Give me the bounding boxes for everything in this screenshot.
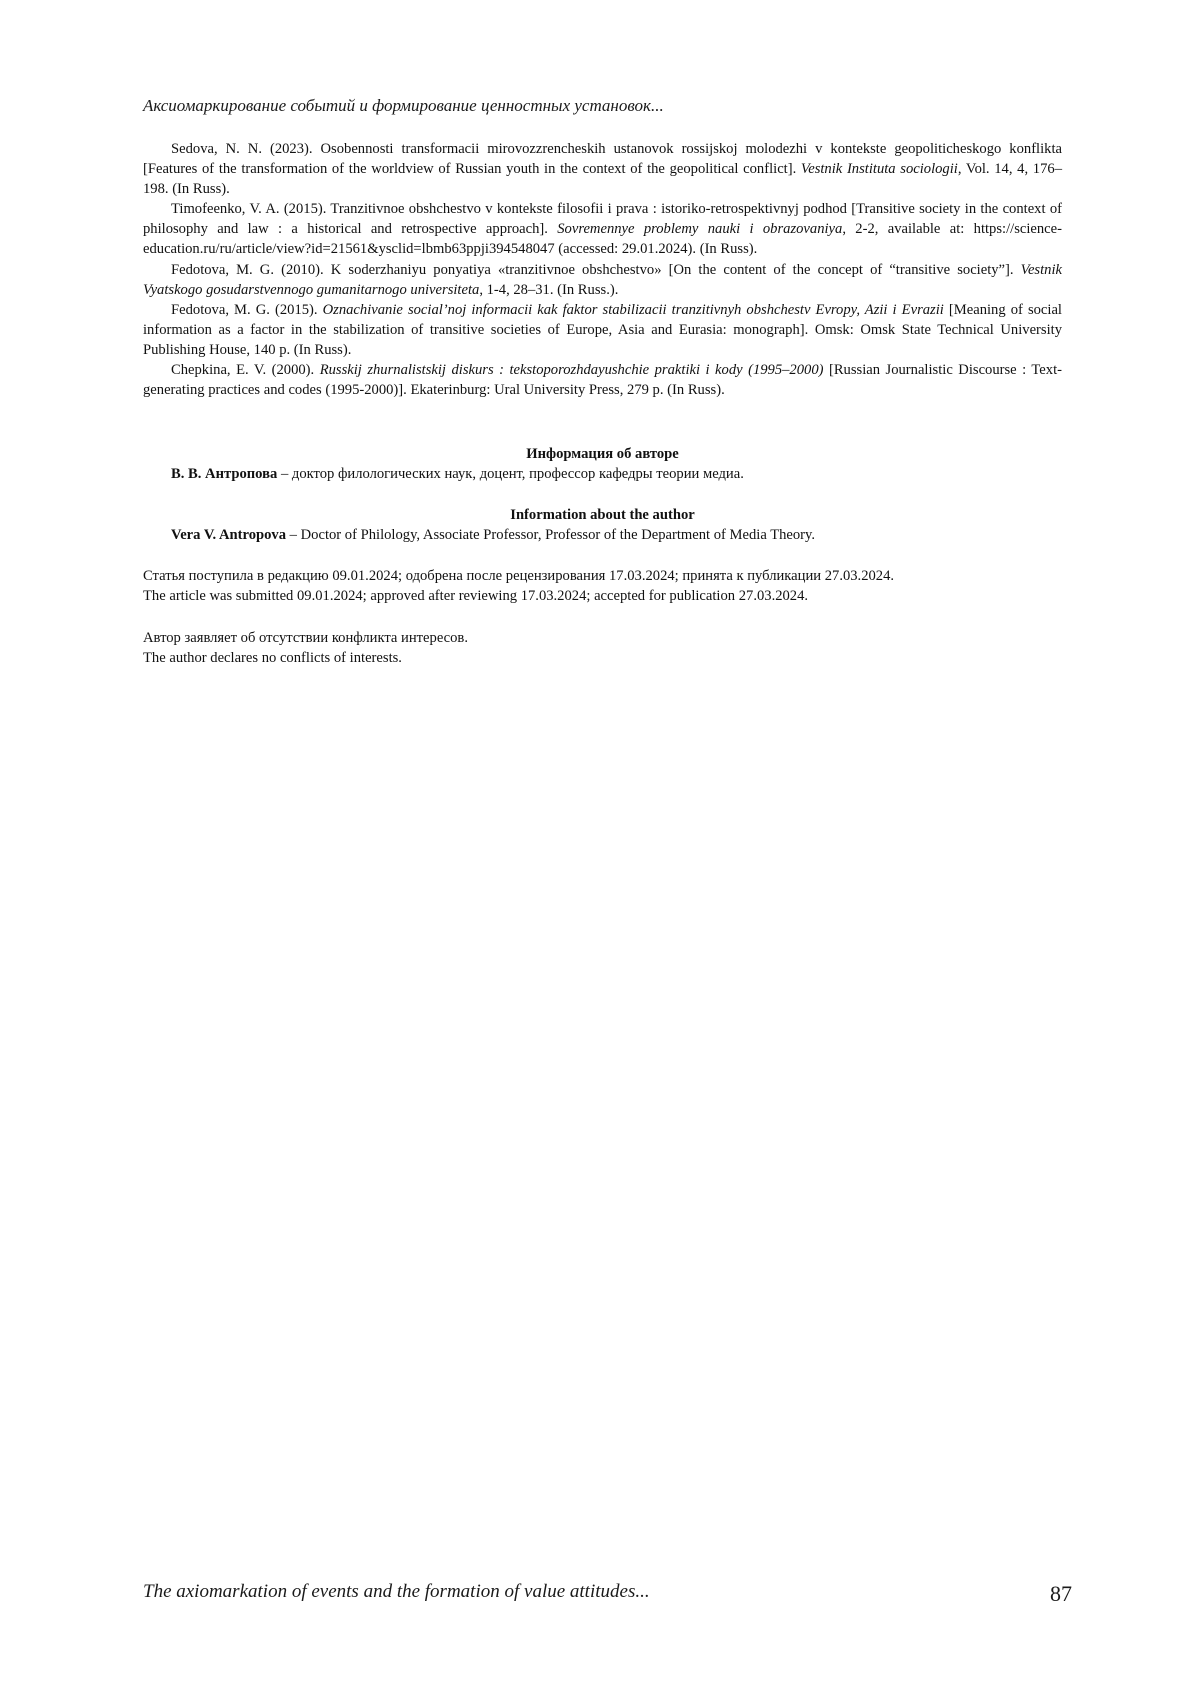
author-info-title-en: Information about the author xyxy=(510,507,695,523)
reference-text: Fedotova, M. G. (2015). xyxy=(171,301,323,318)
reference-details: [Meaning of social information as a factor in the stabilization of transitive societies of Europe, Asia and Eurasia: monograph]. Omsk: Omsk State Technical University Publishing House, 140 p. (In Russ). xyxy=(143,301,1062,358)
reference-source: Vestnik Vyatskogo gosudarstvennogo gumanitarnogo universiteta xyxy=(143,261,1062,298)
author-name-en: Vera V. Antropova xyxy=(171,527,287,543)
running-header: Аксиомаркирование событий и формирование ценностных установок... xyxy=(143,96,664,115)
reference-text: Sedova, N. N. (2023). Osobennosti transformacii mirovozzrencheskih ustanovok rossijskoj molodezhi v kontekste geopoliticheskogo konflikta [Features of the transformation of the worldview of Russian youth in the context of the geopolitical conflict]. xyxy=(143,141,1062,178)
author-info-title-ru: Информация об авторе xyxy=(526,446,679,462)
conflict-statement-ru: Автор заявляет об отсутствии конфликта интересов. xyxy=(143,630,468,646)
author-line-ru xyxy=(143,464,1062,484)
author-info-en xyxy=(143,505,1062,545)
author-name-ru: В. В. Антропова xyxy=(171,466,278,482)
reference-item xyxy=(143,360,1062,400)
submission-dates-en: The article was submitted 09.01.2024; approved after reviewing 17.03.2024; accepted for publication 27.03.2024. xyxy=(143,588,809,604)
reference-item xyxy=(143,139,1062,199)
reference-details: , 2-2, available at: https://science-education.ru/ru/article/view?id=21561&ysclid=lbmb63ppji394548047 (accessed: 29.01.2024). (In Russ). xyxy=(143,221,1062,258)
author-info-ru xyxy=(143,444,1062,484)
page-number: 87 xyxy=(1050,1581,1072,1606)
reference-details: [Russian Journalistic Discourse : Text-generating practices and codes (1995-2000)]. Ekaterinburg: Ural University Press, 279 p. (In Russ). xyxy=(143,362,1062,399)
author-description-ru: – доктор филологических наук, доцент, профессор кафедры теории медиа. xyxy=(277,466,744,482)
reference-source: Sovremennye problemy nauki i obrazovaniya xyxy=(557,221,843,238)
running-footer: The axiomarkation of events and the formation of value attitudes... xyxy=(143,1581,650,1602)
reference-list xyxy=(143,139,1062,400)
submission-dates xyxy=(143,566,1062,606)
reference-item xyxy=(143,260,1062,300)
reference-item xyxy=(143,199,1062,259)
reference-source: Russkij zhurnalistskij diskurs : tekstoporozhdayushchie praktiki i kody (1995–2000) xyxy=(319,362,824,379)
reference-item xyxy=(143,300,1062,360)
conflict-statement xyxy=(143,628,1062,668)
reference-source: Vestnik Instituta sociologii xyxy=(800,161,958,178)
reference-text: Timofeenko, V. A. (2015). Tranzitivnoe obshchestvo v kontekste filosofii i prava : istoriko-retrospektivnyj podhod [Transitive society in the context of philosophy and law : a historical and retrospective approach]. xyxy=(143,201,1062,238)
author-line-en xyxy=(143,525,1062,545)
submission-dates-ru: Статья поступила в редакцию 09.01.2024; одобрена после рецензирования 17.03.2024; принята к публикации 27.03.2024. xyxy=(143,568,895,584)
reference-text: Chepkina, E. V. (2000). xyxy=(171,362,320,379)
author-description-en: – Doctor of Philology, Associate Professor, Professor of the Department of Media Theory. xyxy=(286,527,816,543)
reference-details: , Vol. 14, 4, 176–198. (In Russ). xyxy=(143,161,1062,198)
conflict-statement-en: The author declares no conflicts of interests. xyxy=(143,650,402,666)
reference-source: Oznachivanie social’noj informacii kak faktor stabilizacii tranzitivnyh obshchestv Evropy, Azii i Evrazii xyxy=(322,301,944,318)
reference-details: , 1-4, 28–31. (In Russ.). xyxy=(479,281,619,298)
reference-text: Fedotova, M. G. (2010). K soderzhaniyu ponyatiya «tranzitivnoe obshchestvo» [On the content of the concept of “transitive society”]. xyxy=(171,261,1021,278)
